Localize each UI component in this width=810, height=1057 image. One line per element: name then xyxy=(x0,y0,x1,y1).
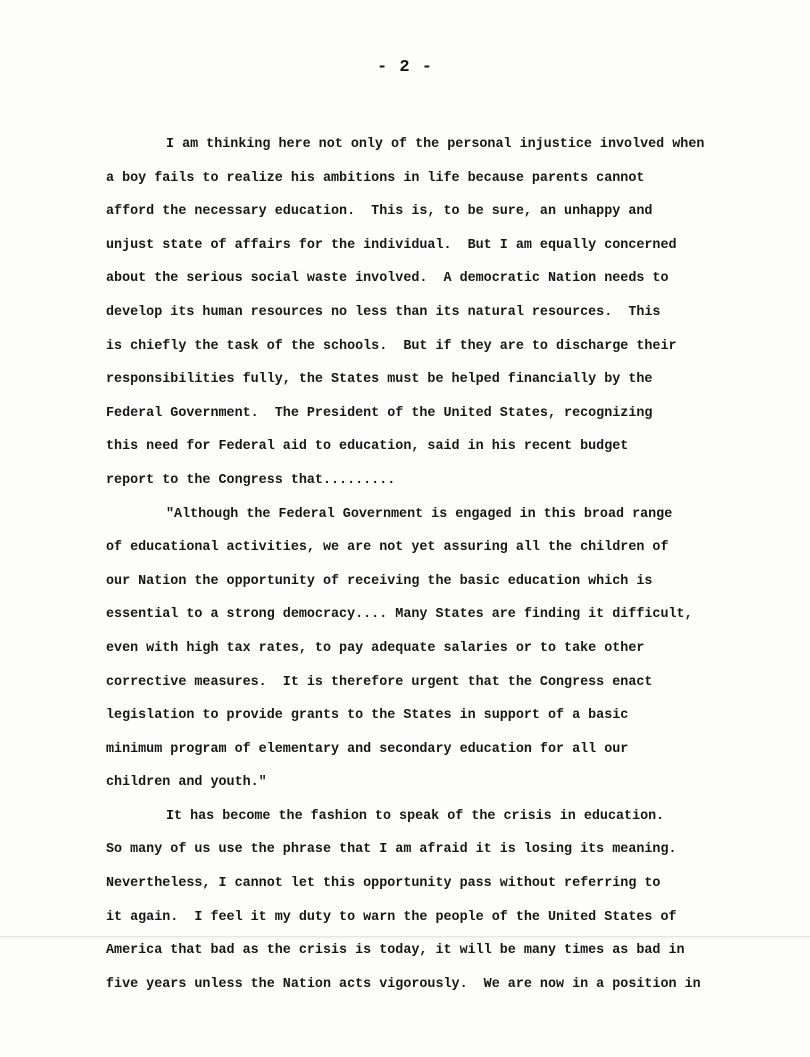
text-line: legislation to provide grants to the States in support of a basic xyxy=(106,708,629,724)
text-line: of educational activities, we are not yet assuring all the children of xyxy=(106,540,669,556)
text-line: is chiefly the task of the schools. But if they are to discharge their xyxy=(106,338,677,354)
text-line: even with high tax rates, to pay adequate salaries or to take other xyxy=(106,640,645,656)
text-line: afford the necessary education. This is, to be sure, an unhappy and xyxy=(106,204,653,220)
text-line: I am thinking here not only of the personal injustice involved when xyxy=(166,137,705,152)
document-body xyxy=(106,128,746,1001)
text-line: responsibilities fully, the States must be helped financially by the xyxy=(106,372,653,388)
text-line: essential to a strong democracy.... Many States are finding it difficult, xyxy=(106,607,693,623)
text-line: minimum program of elementary and secondary education for all our xyxy=(106,741,629,757)
text-line: corrective measures. It is therefore urgent that the Congress enact xyxy=(106,674,653,690)
text-line: Nevertheless, I cannot let this opportunity pass without referring to xyxy=(106,876,661,892)
paragraph xyxy=(106,800,746,1002)
text-line: five years unless the Nation acts vigorously. We are now in a position in xyxy=(106,976,701,992)
text-line: America that bad as the crisis is today, it will be many times as bad in xyxy=(106,943,685,959)
text-line: it again. I feel it my duty to warn the people of the United States of xyxy=(106,909,677,925)
text-line: So many of us use the phrase that I am afraid it is losing its meaning. xyxy=(106,842,677,858)
text-line: Federal Government. The President of the United States, recognizing xyxy=(106,405,653,421)
text-line: children and youth." xyxy=(106,775,267,791)
text-line: this need for Federal aid to education, said in his recent budget xyxy=(106,439,629,455)
text-line: about the serious social waste involved. A democratic Nation needs to xyxy=(106,271,669,287)
paragraph xyxy=(106,128,746,498)
text-line: develop its human resources no less than its natural resources. This xyxy=(106,304,661,320)
text-line: unjust state of affairs for the individual. But I am equally concerned xyxy=(106,237,677,253)
text-line: "Although the Federal Government is engaged in this broad range xyxy=(166,506,673,522)
page-number: - 2 - xyxy=(376,58,433,77)
text-line: It has become the fashion to speak of the crisis in education. xyxy=(166,808,665,824)
page-fold-shadow xyxy=(0,937,810,940)
text-line: a boy fails to realize his ambitions in life because parents cannot xyxy=(106,170,645,186)
text-line: our Nation the opportunity of receiving the basic education which is xyxy=(106,573,653,589)
text-line: report to the Congress that......... xyxy=(106,472,396,488)
paragraph xyxy=(106,498,746,800)
